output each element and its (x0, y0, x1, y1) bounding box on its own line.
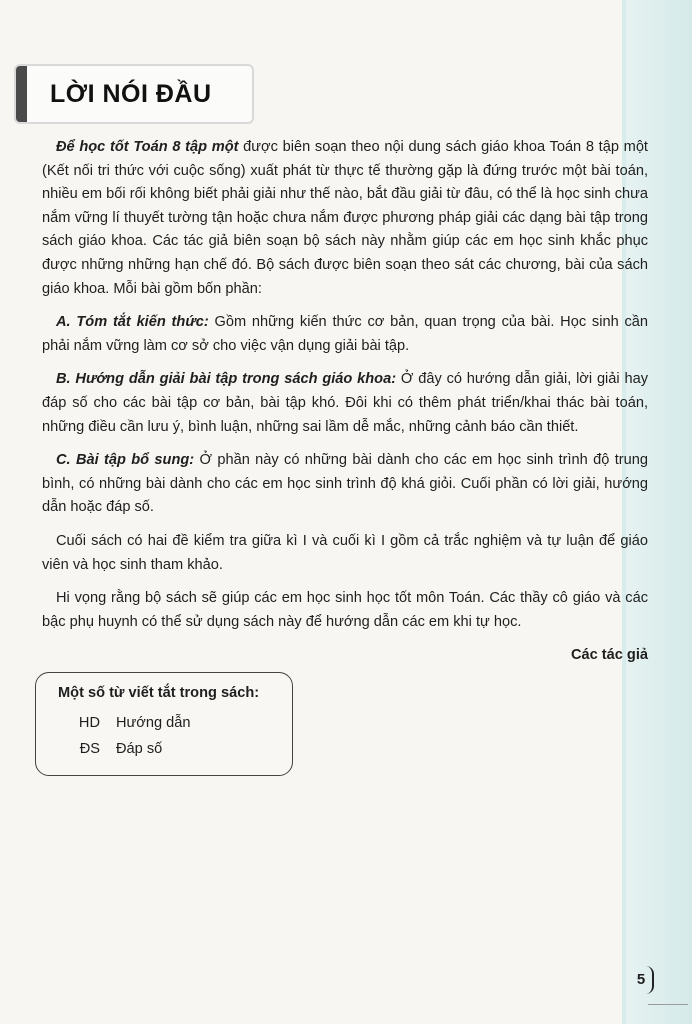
section-c-paragraph (42, 449, 648, 520)
section-c-label: C. Bài tập bổ sung: (56, 452, 195, 469)
section-c-text: Ở phần này có những bài dành cho các em học sinh trình độ trung bình, có những bài dành cho các em học sinh trình độ khá giỏi. Cuối phần có lời giải, hướng dẫn hoặc đáp số. (42, 452, 648, 516)
page-corner-line (648, 1004, 688, 1005)
section-a-label: A. Tóm tắt kiến thức: (56, 314, 209, 331)
abbreviations-title: Một số từ viết tắt trong sách: (58, 685, 260, 701)
abbreviation-code: HD (78, 715, 100, 731)
intro-paragraph (42, 136, 648, 301)
page-number-bracket (646, 966, 654, 994)
closing-paragraph-2: Hi vọng rằng bộ sách sẽ giúp các em học sinh học tốt môn Toán. Các thầy cô giáo và các bậc phụ huynh có thể sử dụng sách này để hướng dẫn các em khi tự học. (42, 590, 648, 630)
section-a-paragraph (42, 311, 648, 358)
page-number: 5 (636, 971, 646, 988)
closing-paragraph-1: Cuối sách có hai đề kiểm tra giữa kì I và cuối kì I gồm cả trắc nghiệm và tự luận để giáo viên và học sinh tham khảo. (42, 532, 648, 573)
section-b-text: Ở đây có hướng dẫn giải, lời giải hay đáp số cho các bài tập cơ bản, bài tập khó. Đôi khi có thêm phát triển/khai thác bài toán, những điều cần lưu ý, bình luận, những sai lầm dễ mắc, những cảnh báo cần thiết. (42, 371, 649, 435)
intro-text: được biên soạn theo nội dung sách giáo khoa Toán 8 tập một (Kết nối tri thức với cuộc sống) xuất phát từ thực tế thường gặp là đứng trước một bài toán, nhiều em bối rối không biết phải giải như thế nào, bắt đầu giải từ đâu, có thể là học sinh chưa nắm vững lí thuyết tường tận hoặc chưa nắm được phương pháp giải các dạng bài tập trong sách giáo khoa. Các tác giả biên soạn bộ sách này nhằm giúp các em học sinh khắc phục được những những hạn chế đó. Bộ sách được biên soạn theo sát các chương, bài của sách giáo khoa. Mỗi bài gồm bốn phần: (42, 139, 648, 297)
abbreviations-box (35, 672, 293, 776)
abbreviation-code: ĐS (79, 741, 100, 757)
abbreviation-meaning: Hướng dẫn (116, 715, 191, 731)
intro-lead: Để học tốt Toán 8 tập một (56, 139, 239, 155)
signature: Các tác giả (570, 647, 648, 664)
heading-box (14, 64, 254, 124)
heading-tab (16, 66, 27, 122)
section-b-paragraph (42, 368, 648, 439)
page-heading: LỜI NÓI ĐẦU (50, 80, 212, 108)
section-a-text: Gồm những kiến thức cơ bản, quan trọng của bài. Học sinh cần phải nắm vững làm cơ sở cho việc vận dụng giải bài tập. (42, 314, 648, 354)
abbreviation-meaning: Đáp số (116, 741, 163, 757)
preface-body (42, 136, 648, 678)
section-b-label: B. Hướng dẫn giải bài tập trong sách giáo khoa: (56, 371, 397, 388)
